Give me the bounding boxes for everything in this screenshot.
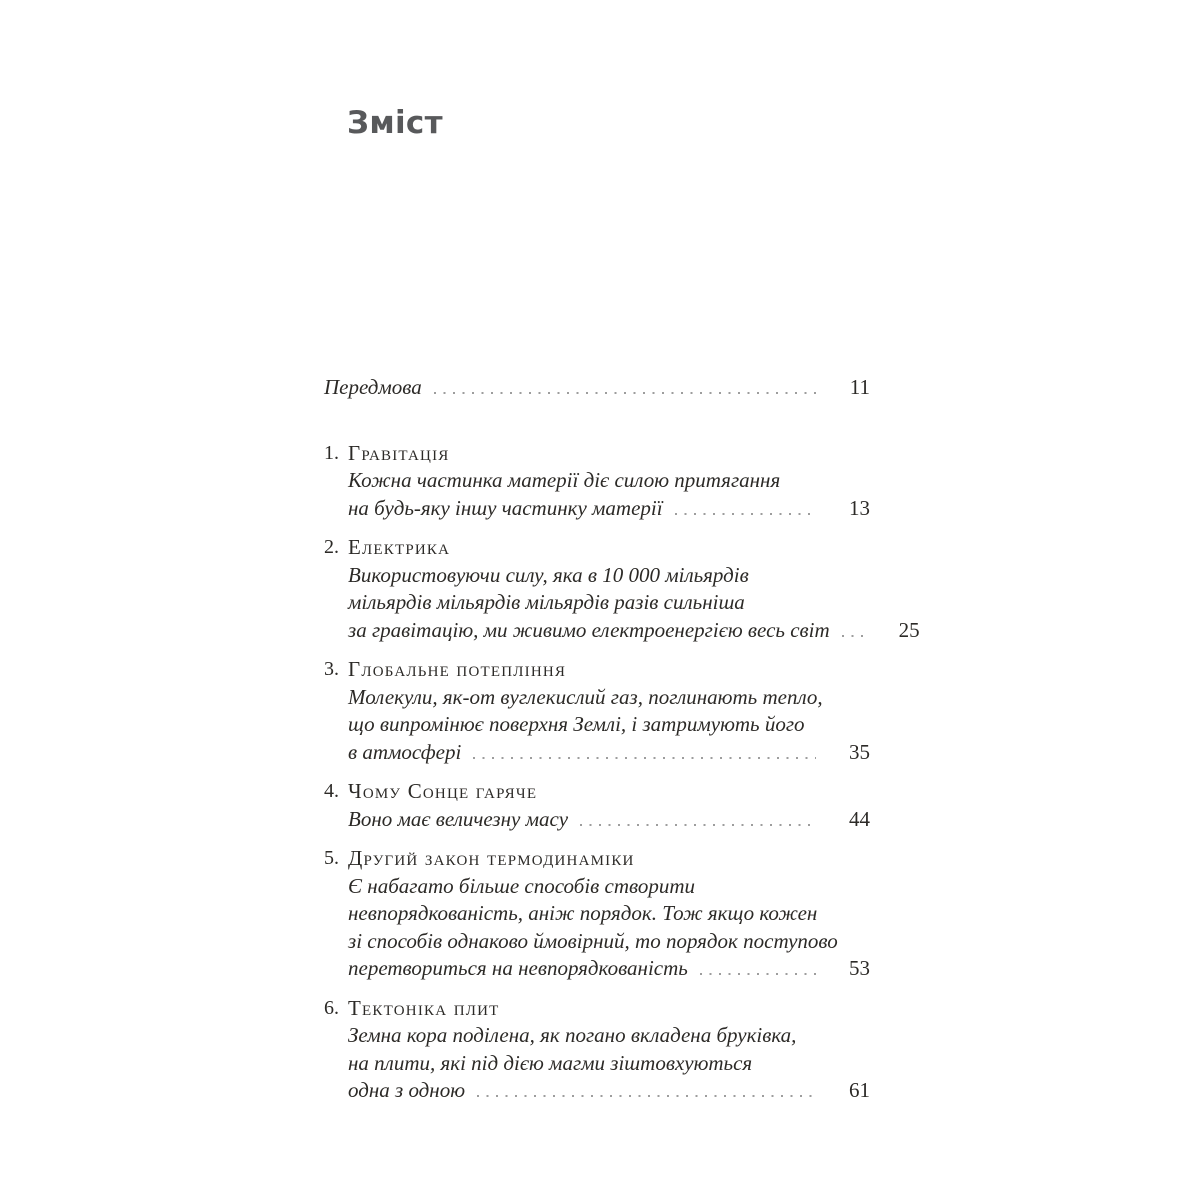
toc-subtitle-line [348, 1022, 870, 1050]
toc-entry-title: Гравітація [348, 440, 450, 465]
toc-subtitle-line [348, 955, 870, 983]
preface-page-number: 11 [849, 375, 870, 399]
dot-leader [477, 1095, 816, 1097]
toc-entry-number: 1. [324, 441, 339, 464]
toc-entry-number: 3. [324, 658, 339, 680]
toc-subtitle-line [348, 1050, 870, 1078]
toc-subtitle-line [348, 684, 870, 712]
toc-subtitle-text: що випромінює поверхня Землі, і затримують його [348, 712, 805, 736]
toc-entries [324, 440, 920, 1105]
toc-entry [324, 534, 920, 644]
toc-subtitle-line [348, 806, 870, 834]
toc-subtitle-text: перетвориться на невпорядкованість [348, 956, 688, 980]
toc-subtitle-line [348, 873, 870, 901]
toc-entry-heading [324, 656, 870, 684]
toc-entry [324, 656, 870, 766]
toc-subtitle-text: Є набагато більше способів створити [348, 873, 696, 898]
toc-entry-page-number: 25 [898, 617, 920, 642]
toc-entry-subtitle [324, 806, 870, 834]
toc-subtitle-line [348, 617, 920, 645]
dot-leader [434, 392, 816, 394]
toc-entry-page-number: 44 [849, 806, 870, 831]
toc-subtitle-text: в атмосфері [348, 739, 462, 764]
toc-subtitle-text: Воно має величезну масу [348, 806, 569, 831]
toc-subtitle-line [348, 711, 870, 739]
toc-subtitle-text: невпорядкованість, аніж порядок. Тож якщо кожен [348, 901, 818, 925]
toc-entry-number: 4. [324, 780, 339, 802]
dot-leader [580, 824, 816, 826]
toc-entry-page-number: 35 [849, 739, 870, 764]
toc-entry-heading [324, 778, 870, 806]
toc-subtitle-line [348, 562, 870, 590]
toc-entry-subtitle [324, 1022, 870, 1105]
dot-leader [675, 513, 816, 515]
toc-entry-number: 5. [324, 847, 339, 869]
toc-entry-page-number: 53 [849, 956, 870, 980]
toc-subtitle-text: на плити, які під дією магми зіштовхуються [348, 1050, 753, 1075]
dot-leader [700, 973, 816, 975]
toc-subtitle-text: Використовуючи силу, яка в 10 000 мільярдів [348, 562, 749, 587]
toc-entry [324, 845, 870, 983]
toc-subtitle-line [348, 739, 870, 767]
toc-entry-subtitle [324, 467, 870, 522]
toc-subtitle-text: мільярдів мільярдів мільярдів разів сильніша [348, 590, 745, 614]
toc-entry-subtitle [324, 873, 870, 983]
toc-entry-subtitle [324, 562, 920, 645]
toc-subtitle-text: Молекули, як-от вуглекислий газ, поглинають тепло, [348, 684, 823, 709]
toc-entry-number: 2. [324, 536, 339, 558]
toc-entry-title: Глобальне потепління [348, 657, 567, 681]
toc-subtitle-line [348, 495, 870, 523]
toc-subtitle-line [348, 467, 870, 495]
toc-entry-heading [324, 440, 870, 468]
toc-entry [324, 440, 870, 523]
toc-subtitle-text: зі способів однаково ймовірний, то порядок поступово [348, 928, 838, 953]
preface-label: Передмова [324, 375, 422, 399]
toc-subtitle-text: одна з одною [348, 1078, 466, 1102]
toc-line [324, 374, 870, 402]
toc-subtitle-line [348, 1077, 870, 1105]
toc-entry-number: 6. [324, 996, 339, 1019]
toc-subtitle-text: на будь-яку іншу частинку матерії [348, 495, 663, 520]
toc-subtitle-line [348, 928, 870, 956]
toc-entry-subtitle [324, 684, 870, 767]
toc-subtitle-text: Кожна частинка матерії діє силою притягання [348, 468, 781, 492]
toc-entry [324, 995, 870, 1105]
toc-entry-heading [324, 845, 870, 873]
toc-entry [324, 778, 870, 833]
toc-subtitle-line [348, 589, 870, 617]
toc-subtitle-text: Земна кора поділена, як погано вкладена бруківка, [348, 1023, 797, 1047]
page-title: Зміст [347, 105, 443, 141]
toc-subtitle-text: за гравітацію, ми живимо електроенергією весь світ [348, 617, 830, 642]
dot-leader [842, 635, 866, 637]
toc-subtitle-line [348, 900, 870, 928]
toc-entry-title: Електрика [348, 535, 451, 559]
dot-leader [473, 757, 816, 759]
toc-entry-heading [324, 995, 870, 1023]
toc-entry-heading [324, 534, 870, 562]
toc-entry-page-number: 13 [849, 495, 870, 520]
toc-entry-title: Тектоніка плит [348, 995, 500, 1020]
table-of-contents [324, 374, 920, 1105]
toc-entry-title: Чому Сонце гаряче [348, 779, 538, 803]
toc-entry-title: Другий закон термодинаміки [348, 846, 635, 870]
toc-entry-page-number: 61 [849, 1078, 870, 1102]
toc-preface-entry [324, 374, 870, 402]
